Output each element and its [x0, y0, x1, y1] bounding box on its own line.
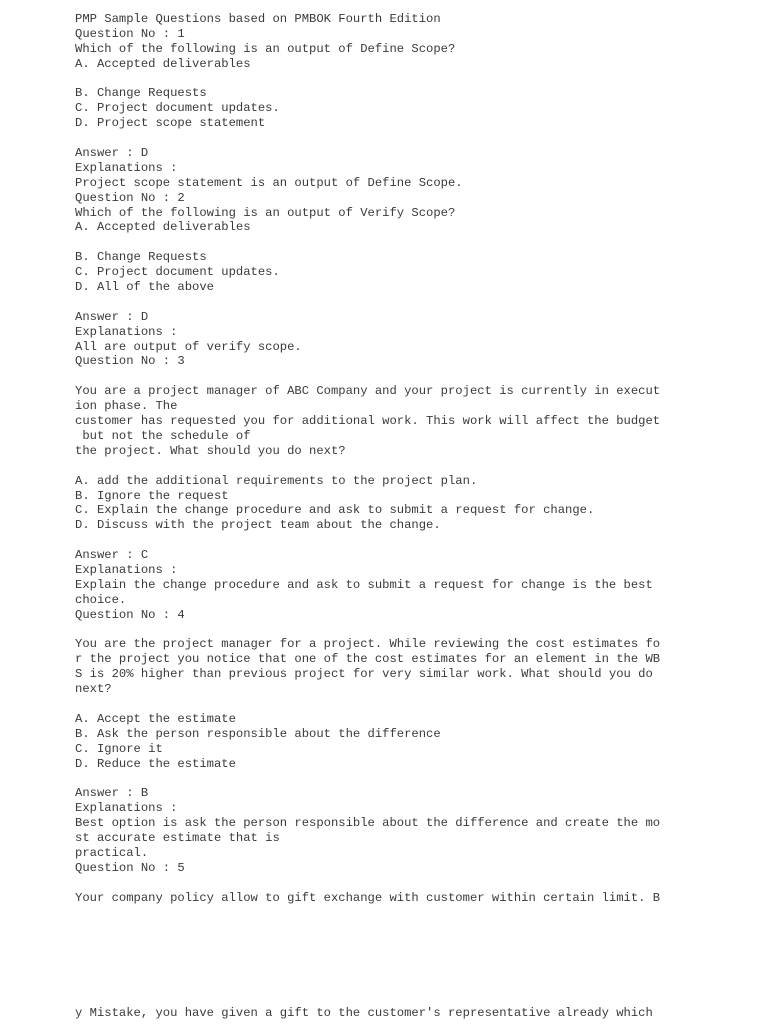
document-line: A. add the additional requirements to the project plan.: [75, 473, 478, 488]
document-line: [75, 623, 755, 638]
document-line: Which of the following is an output of Verify Scope?: [75, 205, 456, 220]
document-tail-line: y Mistake, you have given a gift to the customer's representative already which: [75, 1006, 653, 1020]
document-line: Best option is ask the person responsible about the difference and create the mo: [75, 816, 661, 831]
document-line: Which of the following is an output of Define Scope?: [75, 41, 456, 56]
document-line: next?: [75, 682, 112, 697]
document-line: practical.: [75, 845, 149, 860]
document-line: Explanations :: [75, 801, 178, 816]
document-line: Explanations :: [75, 562, 178, 577]
document-line: Answer : B: [75, 786, 149, 801]
document-line: You are the project manager for a project. While reviewing the cost estimates fo: [75, 637, 661, 652]
document-line: A. Accepted deliverables: [75, 56, 251, 71]
document-line: Answer : D: [75, 309, 149, 324]
document-line: but not the schedule of: [75, 428, 251, 443]
document-line: Your company policy allow to gift exchange with customer within certain limit. B: [75, 890, 661, 905]
document-line: Project scope statement is an output of Define Scope.: [75, 175, 463, 190]
document-line: C. Project document updates.: [75, 101, 280, 116]
document-line: Explanations :: [75, 160, 178, 175]
document-line: B. Ask the person responsible about the difference: [75, 726, 441, 741]
document-line: C. Project document updates.: [75, 265, 280, 280]
document-line: [75, 533, 755, 548]
document-line: Question No : 3: [75, 354, 185, 369]
document-line: D. Discuss with the project team about the change.: [75, 518, 441, 533]
document-line: Explain the change procedure and ask to submit a request for change is the best: [75, 577, 653, 592]
document-line: Answer : D: [75, 146, 149, 161]
document-line: Question No : 4: [75, 607, 185, 622]
document-line: [75, 369, 755, 384]
document-line: [75, 235, 755, 250]
document-line: D. Reduce the estimate: [75, 756, 236, 771]
document-line: [75, 771, 755, 786]
document-line: the project. What should you do next?: [75, 443, 346, 458]
document-line: Question No : 2: [75, 190, 185, 205]
document-line: S is 20% higher than previous project for very similar work. What should you do: [75, 667, 653, 682]
document-line: PMP Sample Questions based on PMBOK Fourth Edition: [75, 12, 441, 26]
document-line: D. Project scope statement: [75, 116, 266, 131]
document-line: B. Change Requests: [75, 86, 207, 101]
document-line: choice.: [75, 592, 127, 607]
document-body: [75, 12, 755, 905]
document-line: [75, 131, 755, 146]
document-line: C. Ignore it: [75, 741, 163, 756]
document-line: You are a project manager of ABC Company and your project is currently in execut: [75, 384, 661, 399]
document-line: All are output of verify scope.: [75, 339, 302, 354]
document-line: B. Ignore the request: [75, 488, 229, 503]
document-line: [75, 876, 755, 891]
document-line: D. All of the above: [75, 280, 214, 295]
document-line: Answer : C: [75, 548, 149, 563]
document-line: [75, 295, 755, 310]
document-line: C. Explain the change procedure and ask to submit a request for change.: [75, 503, 595, 518]
document-line: Question No : 1: [75, 26, 185, 41]
document-line: Explanations :: [75, 324, 178, 339]
document-line: Question No : 5: [75, 860, 185, 875]
document-line: A. Accept the estimate: [75, 711, 236, 726]
document-line: [75, 459, 755, 474]
document-line: B. Change Requests: [75, 250, 207, 265]
document-line: [75, 72, 755, 87]
document-line: ion phase. The: [75, 399, 178, 414]
document-line: st accurate estimate that is: [75, 830, 280, 845]
document-line: customer has requested you for additional work. This work will affect the budget: [75, 414, 661, 429]
document-line: A. Accepted deliverables: [75, 220, 251, 235]
document-line: r the project you notice that one of the cost estimates for an element in the WB: [75, 652, 661, 667]
document-line: [75, 697, 755, 712]
